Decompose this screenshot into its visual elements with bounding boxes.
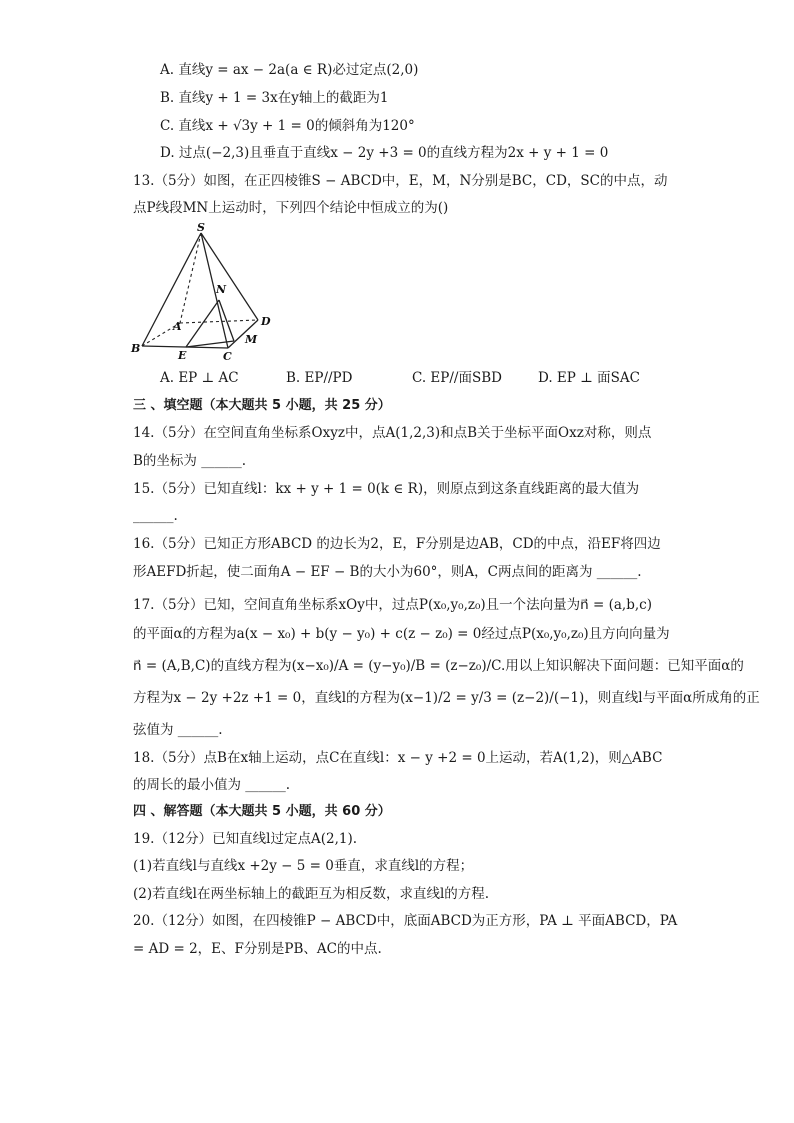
q17-line4: 方程为x − 2y +2z +1 = 0，直线l的方程为(x−1)/2 = y/3 = (z−2)/(−1)，则直线l与平面α所成角的正 [133,690,760,706]
q13-choice-b: B. EP//PD [286,370,353,386]
q19-part1: (1)若直线l与直线x +2y − 5 = 0垂直，求直线l的方程； [133,858,474,874]
q12-option-a: A. 直线y = ax − 2a(a ∈ R)必过定点(2,0) [160,62,419,78]
label-b: B [131,342,141,355]
q14-line2: B的坐标为 ______. [133,453,247,469]
q13-stem-line2: 点P线段MN上运动时，下列四个结论中恒成立的为() [133,200,449,216]
q15-line2: ______. [133,508,178,524]
q20-line2: = AD = 2，E、F分别是PB、AC的中点. [133,941,382,957]
q17-line5: 弦值为 ______. [133,722,223,738]
label-d: D [261,315,271,328]
q12-option-b: B. 直线y + 1 = 3x在y轴上的截距为1 [160,90,389,106]
label-a: A [173,320,182,333]
label-c: C [223,350,232,362]
section-fill-in-heading: 三 、填空题（本大题共 5 小题，共 25 分） [133,398,391,413]
q17-line3: n⃗ = (A,B,C)的直线方程为(x−x₀)/A = (y−y₀)/B = (z−z₀)/C.用以上知识解决下面问题：已知平面α的 [133,658,744,674]
q13-choice-d: D. EP ⊥ 面SAC [538,370,640,386]
q17-line1: 17.（5分）已知，空间直角坐标系xOy中，过点P(x₀,y₀,z₀)且一个法向量为n⃗ = (a,b,c) [133,597,652,613]
q19-part2: (2)若直线l在两坐标轴上的截距互为相反数，求直线l的方程. [133,886,490,902]
pyramid-figure [128,222,278,362]
label-s: S [197,222,205,234]
q14-line1: 14.（5分）在空间直角坐标系Oxyz中，点A(1,2,3)和点B关于坐标平面Oxz对称，则点 [133,425,652,441]
q16-line1: 16.（5分）已知正方形ABCD 的边长为2，E，F分别是边AB，CD的中点，沿EF将四边 [133,536,661,552]
q18-line1: 18.（5分）点B在x轴上运动，点C在直线l：x − y +2 = 0上运动，若A(1,2)，则△ABC [133,750,663,766]
q16-line2: 形AEFD折起，使二面角A − EF − B的大小为60°，则A，C两点间的距离为 ______. [133,564,642,580]
q12-option-c: C. 直线x + √3y + 1 = 0的倾斜角为120° [160,118,415,134]
q13-choice-c: C. EP//面SBD [412,370,502,386]
section-answer-heading: 四 、解答题（本大题共 5 小题，共 60 分） [133,804,391,819]
label-m: M [245,333,258,346]
q19-stem: 19.（12分）已知直线l过定点A(2,1). [133,831,358,847]
label-e: E [178,349,187,362]
q13-stem-line1: 13.（5分）如图，在正四棱锥S − ABCD中，E，M，N分别是BC，CD，SC的中点，动 [133,173,668,189]
label-n: N [216,283,227,296]
q15-line1: 15.（5分）已知直线l：kx + y + 1 = 0(k ∈ R)，则原点到这条直线距离的最大值为 [133,481,640,497]
q20-line1: 20.（12分）如图，在四棱锥P − ABCD中，底面ABCD为正方形，PA ⊥ 平面ABCD，PA [133,913,678,929]
q17-line2: 的平面α的方程为a(x − x₀) + b(y − y₀) + c(z − z₀) = 0经过点P(x₀,y₀,z₀)且方向向量为 [133,626,670,642]
q12-option-d: D. 过点(−2,3)且垂直于直线x − 2y +3 = 0的直线方程为2x + y + 1 = 0 [160,145,609,161]
q13-choice-a: A. EP ⊥ AC [160,370,239,386]
q18-line2: 的周长的最小值为 ______. [133,777,291,793]
